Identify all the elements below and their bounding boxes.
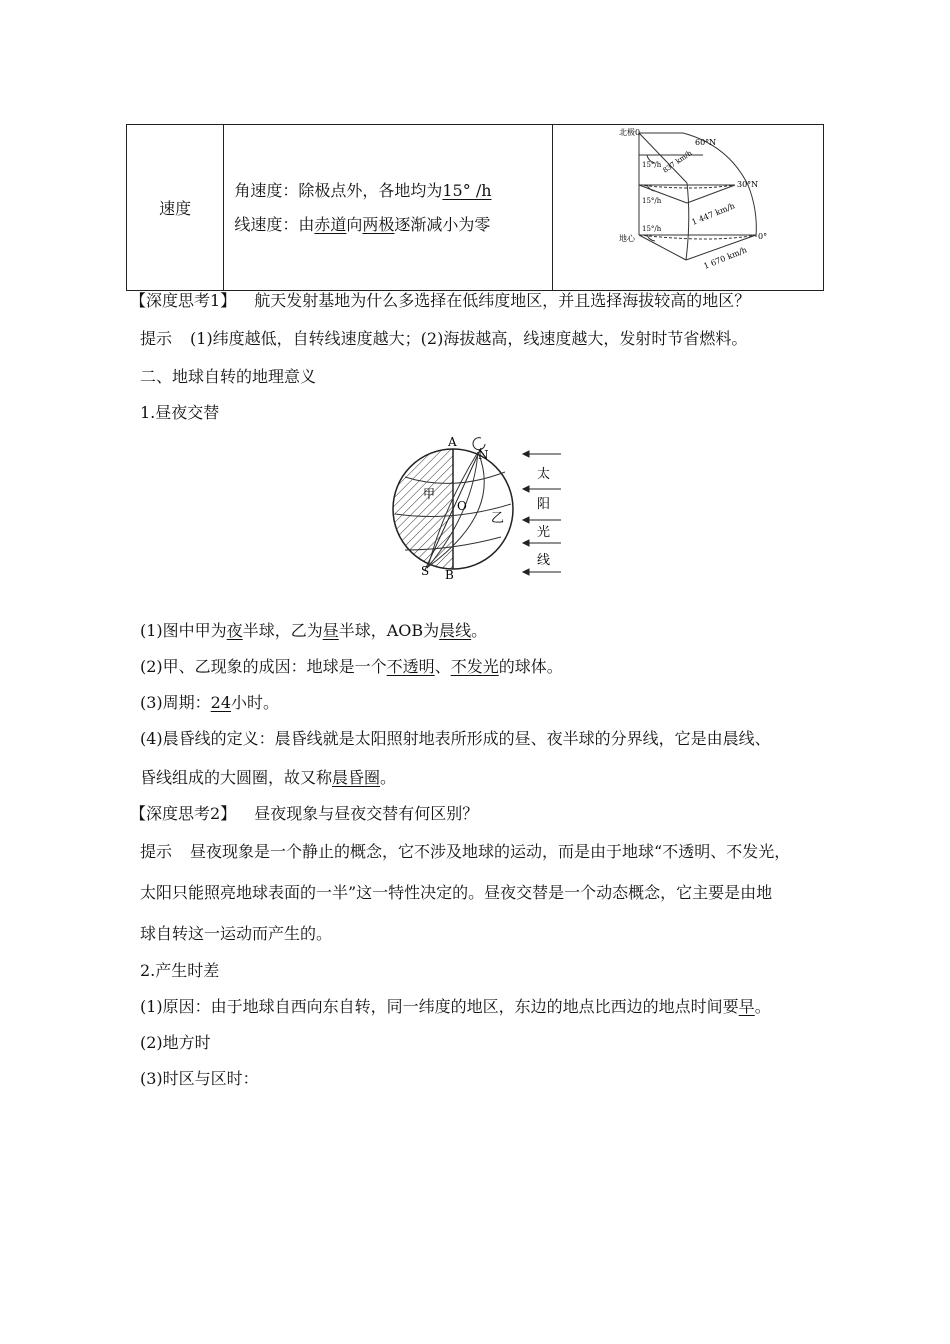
angular-label-0: 15°/h xyxy=(641,225,662,233)
angular-speed-value: 15° /h xyxy=(442,180,492,200)
angular-label-30: 15°/h xyxy=(641,197,662,205)
deep-thought-2-text: 昼夜现象与昼夜交替有何区别？ xyxy=(254,804,479,823)
lat30-label: 30°N xyxy=(736,180,759,189)
time-para-2: (2)地方时 xyxy=(140,1033,211,1052)
paragraph-4-line-2: 昏线组成的大圆圈，故又称晨昏圈。 xyxy=(140,768,397,787)
sun-char-2: 阳 xyxy=(537,497,551,512)
deep-thought-2 xyxy=(130,801,478,824)
hint-1-text: (1)纬度越低，自转线速度越大；(2)海拔越高，线速度越大，发射时节省燃料。 xyxy=(190,329,748,348)
label-B: B xyxy=(445,568,454,582)
angular-label-60: 15°/h xyxy=(641,161,662,169)
paragraph-3: (3)周期：24小时。 xyxy=(140,693,280,712)
angular-speed-text: 角速度：除极点外，各地均为 xyxy=(234,180,443,200)
label-yi: 乙 xyxy=(491,511,505,526)
night-hemisphere xyxy=(393,449,453,569)
row-label-cell xyxy=(127,125,224,291)
hint-2-label: 提示 xyxy=(140,842,173,861)
label-N: N xyxy=(478,448,489,462)
hint-2-line-1: 提示 昼夜现象是一个静止的概念，它不涉及地球的运动，而是由于地球“不透明、不发光， xyxy=(140,842,791,861)
lat60-label: 60°N xyxy=(694,138,717,147)
deep-thought-2-tag: 【深度思考2】 xyxy=(130,804,237,823)
linear-speed-mid: 向 xyxy=(346,214,363,234)
earth-center-label: 地心 xyxy=(618,234,635,243)
deep-thought-1-text: 航天发射基地为什么多选择在低纬度地区，并且选择海拔较高的地区？ xyxy=(254,291,751,310)
paragraph-2: (2)甲、乙现象的成因：地球是一个不透明、不发光的球体。 xyxy=(140,657,563,676)
label-S: S xyxy=(421,564,430,578)
poles-term: 两极 xyxy=(362,214,395,234)
speed-label-30: 1 447 km/h xyxy=(690,201,737,227)
label-O: O xyxy=(457,499,467,513)
subheading-time-difference: 2.产生时差 xyxy=(140,961,220,980)
label-A: A xyxy=(448,435,457,449)
hint-2-line-2: 太阳只能照亮地球表面的一半”这一特性决定的。昼夜交替是一个动态概念，它主要是由地 xyxy=(140,883,773,902)
paragraph-4-line-1: (4)晨昏线的定义：晨昏线就是太阳照射地表所形成的昼、夜半球的分界线，它是由晨线、 xyxy=(140,729,771,748)
linear-speed-suffix: 逐渐减小为零 xyxy=(394,214,491,234)
deep-thought-1-tag: 【深度思考1】 xyxy=(130,291,237,310)
hint-1-label: 提示 xyxy=(140,329,173,348)
day-night-globe-figure xyxy=(383,432,583,582)
rotation-speed-diagram xyxy=(553,125,823,286)
deep-thought-1 xyxy=(130,288,750,311)
rotation-speed-table xyxy=(126,124,824,291)
time-para-3: (3)时区与区时： xyxy=(140,1069,259,1088)
speed-description-cell xyxy=(224,125,553,291)
paragraph-1: (1)图中甲为夜半球，乙为昼半球，AOB为晨线。 xyxy=(140,621,488,640)
lat0-label: 0° xyxy=(757,232,768,241)
sun-char-4: 线 xyxy=(537,553,551,568)
sun-char-3: 光 xyxy=(537,525,551,540)
sun-char-1: 太 xyxy=(537,467,551,482)
hint-1 xyxy=(140,326,747,349)
linear-speed-prefix: 线速度：由 xyxy=(234,214,315,234)
row-label: 速度 xyxy=(159,199,192,218)
speed-figure-cell xyxy=(552,125,823,291)
time-para-1: (1)原因：由于地球自西向东自转，同一纬度的地区，东边的地点比西边的地点时间要早。 xyxy=(140,997,771,1016)
speed-label-60: 837 km/h xyxy=(661,148,694,175)
section-2-heading: 二、地球自转的地理意义 xyxy=(140,367,317,386)
subheading-day-night: 1.昼夜交替 xyxy=(140,403,220,422)
speed-label-0: 1 670 km/h xyxy=(702,245,749,271)
label-jia: 甲 xyxy=(423,487,436,501)
equator-term: 赤道 xyxy=(314,214,347,234)
hint-2-line-3: 球自转这一运动而产生的。 xyxy=(140,924,333,943)
angular-speed-line xyxy=(234,174,552,208)
linear-speed-line xyxy=(234,208,552,242)
north-pole-label: 北极0 xyxy=(618,128,641,137)
